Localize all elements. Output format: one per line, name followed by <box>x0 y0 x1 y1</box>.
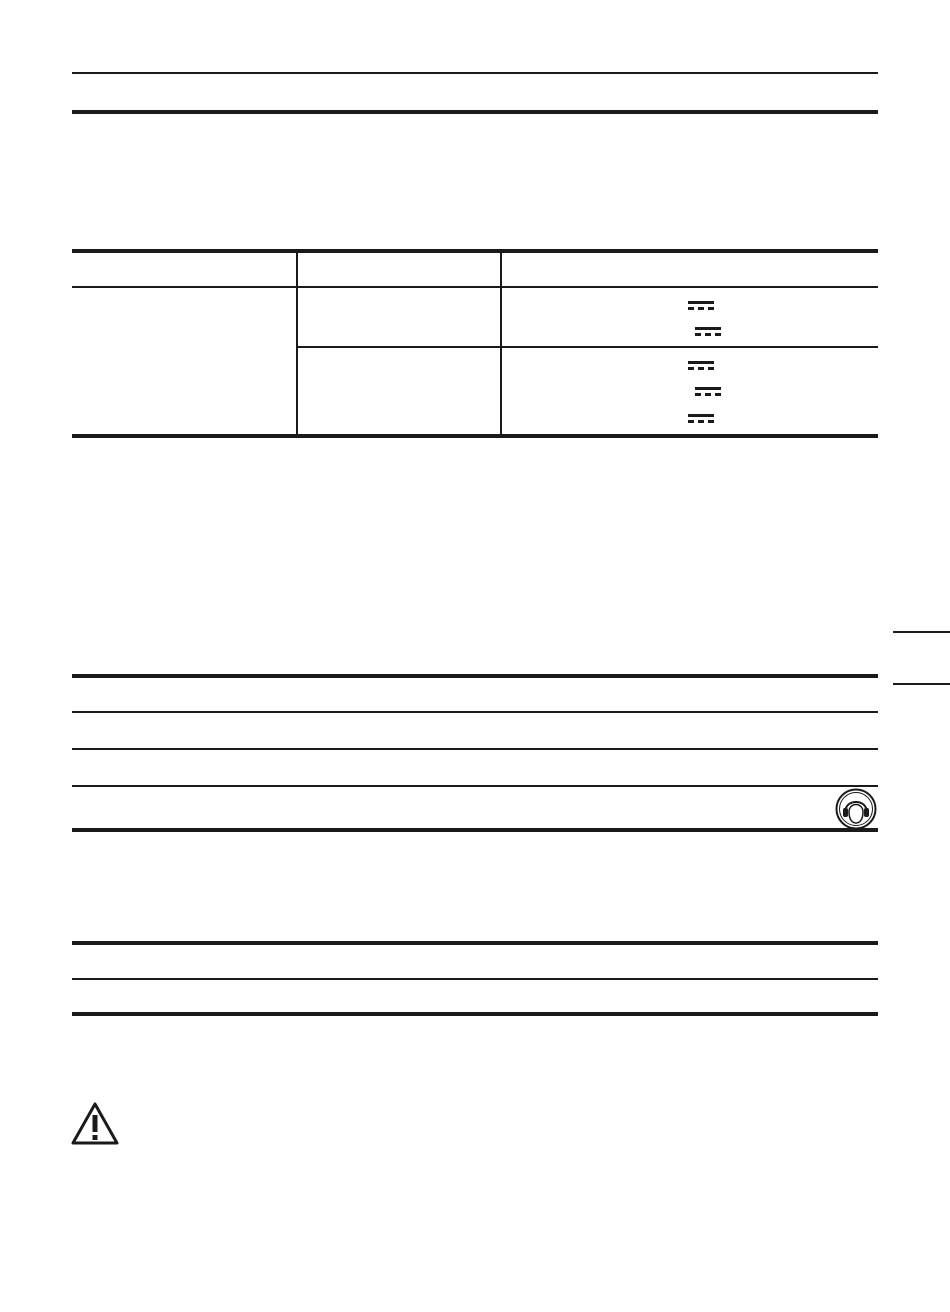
noise-table-top-rule <box>72 674 878 678</box>
direct-current-icon <box>695 387 721 397</box>
noise-table-row-rule <box>72 785 878 787</box>
noise-table-bottom-rule <box>72 828 878 832</box>
table-col-divider-2 <box>500 249 502 437</box>
table-col-divider-1 <box>296 249 298 437</box>
top-thick-rule <box>72 110 878 114</box>
vibration-table-row-rule <box>72 978 878 980</box>
direct-current-icon <box>688 301 714 311</box>
table-top-rule <box>72 249 878 253</box>
vibration-table-top-rule <box>72 941 878 945</box>
margin-tab-top-rule <box>893 631 950 633</box>
margin-tab-bottom-rule <box>893 683 950 685</box>
direct-current-icon <box>688 414 714 424</box>
table-bottom-rule <box>72 434 878 438</box>
table-row-divider <box>297 346 878 348</box>
noise-table-row-rule <box>72 748 878 750</box>
top-thin-rule <box>72 72 878 74</box>
vibration-table-bottom-rule <box>72 1012 878 1016</box>
ear-protection-icon <box>835 788 877 830</box>
noise-table-row-rule <box>72 711 878 713</box>
warning-triangle-icon <box>70 1101 120 1146</box>
table-header-rule <box>72 286 878 288</box>
direct-current-icon <box>695 327 721 337</box>
direct-current-icon <box>688 361 714 371</box>
